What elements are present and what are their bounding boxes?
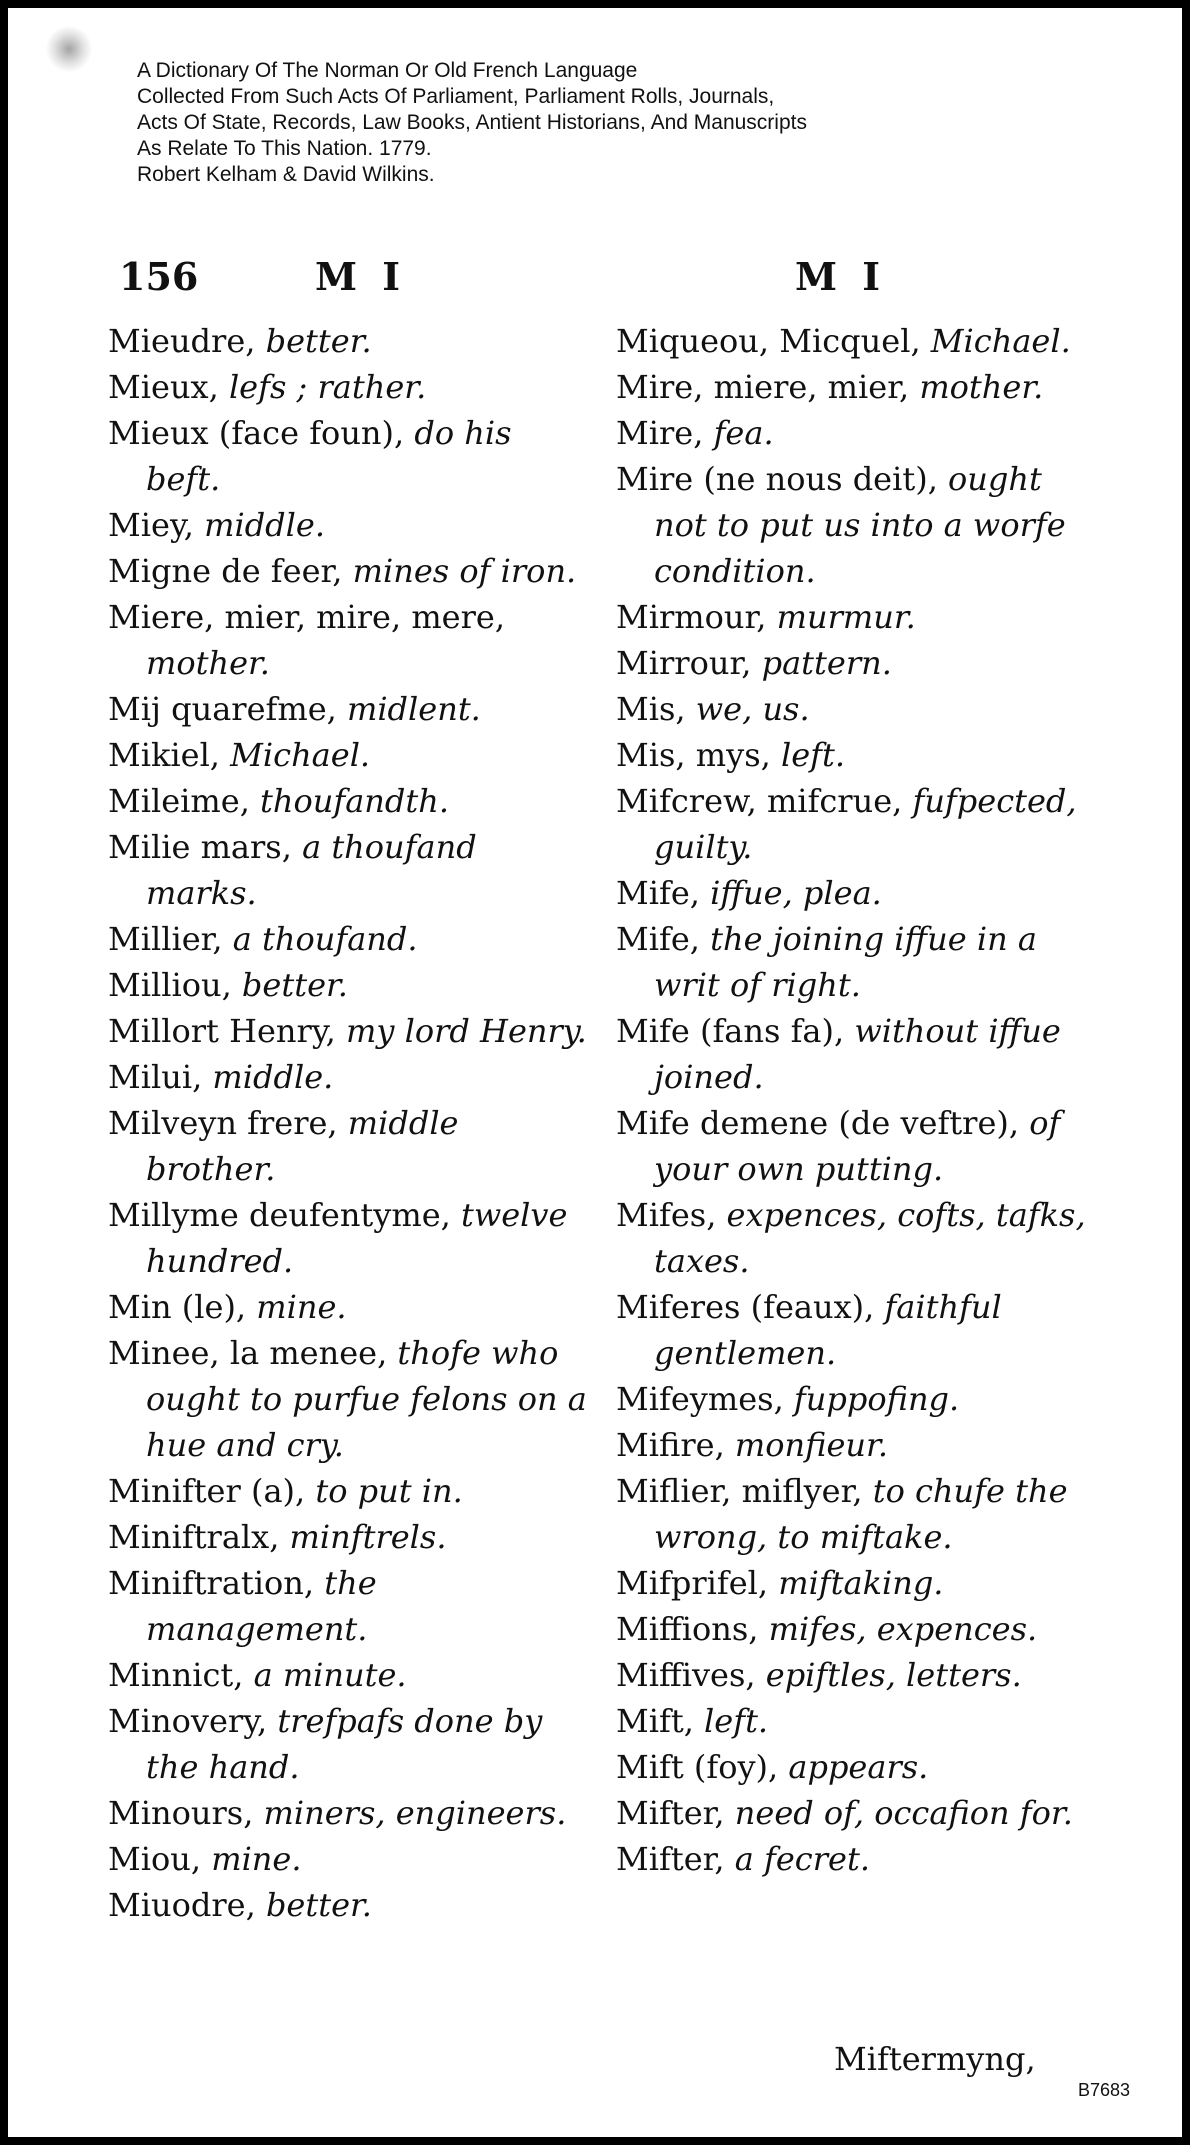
entry-headword: Minee, la menee,: [108, 1334, 388, 1372]
entry-definition: mines of iron.: [352, 552, 577, 590]
entry-headword: Mis,: [616, 690, 686, 728]
dictionary-entry: [108, 1882, 588, 1928]
entry-definition: left.: [780, 736, 845, 774]
dictionary-entry: [108, 1836, 588, 1882]
entry-headword: Mirmour,: [616, 598, 767, 636]
dictionary-entry: [108, 778, 588, 824]
dictionary-page: [8, 8, 1182, 2137]
dictionary-entry: [108, 364, 588, 410]
dictionary-entry: [108, 1100, 588, 1192]
entry-headword: Mift (foy),: [616, 1748, 779, 1786]
dictionary-entry: [616, 686, 1094, 732]
header-title-line: As Relate To This Nation. 1779.: [137, 137, 432, 160]
dictionary-entry: [616, 640, 1094, 686]
entry-definition: mother.: [919, 368, 1044, 406]
dictionary-entry: [108, 548, 588, 594]
dictionary-entry: [108, 502, 588, 548]
entry-definition: trefpafs done by the hand.: [146, 1702, 543, 1786]
entry-headword: Millyme deufentyme,: [108, 1196, 451, 1234]
entry-headword: Minnict,: [108, 1656, 244, 1694]
entry-definition: mifes, expences.: [768, 1610, 1038, 1648]
entry-headword: Mifeymes,: [616, 1380, 784, 1418]
entry-headword: Mifes,: [616, 1196, 717, 1234]
entry-headword: Mifcrew, mifcrue,: [616, 782, 903, 820]
dictionary-entry: [616, 594, 1094, 640]
entry-definition: a thoufand marks.: [146, 828, 477, 912]
entry-headword: Mifter,: [616, 1840, 725, 1878]
dictionary-entry: [616, 916, 1094, 1008]
entry-headword: Miere, mier, mire, mere,: [108, 598, 505, 636]
entry-definition: miftaking.: [778, 1564, 944, 1602]
dictionary-entry: [616, 778, 1094, 870]
entry-definition: a thoufand.: [232, 920, 418, 958]
entry-headword: Milui,: [108, 1058, 203, 1096]
dictionary-entry: [616, 410, 1094, 456]
entry-headword: Mire, miere, mier,: [616, 368, 910, 406]
entry-definition: middle.: [204, 506, 325, 544]
right-column: [616, 318, 1094, 1882]
dictionary-entry: [108, 1698, 588, 1790]
dictionary-entry: [108, 686, 588, 732]
entry-definition: thoufandth.: [260, 782, 450, 820]
entry-headword: Mieudre,: [108, 322, 256, 360]
entry-definition: the management.: [146, 1564, 377, 1648]
dictionary-entry: [616, 1836, 1094, 1882]
entry-headword: Mieux (face foun),: [108, 414, 405, 452]
dictionary-entry: [616, 1744, 1094, 1790]
entry-definition: fuppofing.: [793, 1380, 960, 1418]
dictionary-entry: [108, 318, 588, 364]
catalog-header: [137, 58, 1017, 188]
entry-headword: Mire (ne nous deit),: [616, 460, 938, 498]
entry-headword: Mij quarefme,: [108, 690, 337, 728]
entry-headword: Milveyn frere,: [108, 1104, 338, 1142]
entry-definition: need of, occafion for.: [734, 1794, 1073, 1832]
entry-definition: midlent.: [346, 690, 481, 728]
entry-headword: Miey,: [108, 506, 194, 544]
entry-headword: Mife (fans fa),: [616, 1012, 845, 1050]
entry-definition: the joining iffue in a writ of right.: [654, 920, 1037, 1004]
entry-headword: Minifter (a),: [108, 1472, 306, 1510]
dictionary-entry: [108, 1330, 588, 1468]
dictionary-entry: [108, 594, 588, 686]
entry-definition: lefs ; rather.: [228, 368, 427, 406]
entry-definition: fea.: [713, 414, 774, 452]
entry-headword: Milliou,: [108, 966, 232, 1004]
entry-headword: Mieux,: [108, 368, 219, 406]
dictionary-entry: [616, 732, 1094, 778]
entry-headword: Mire,: [616, 414, 704, 452]
entry-headword: Mileime,: [108, 782, 250, 820]
entry-headword: Miflier, miflyer,: [616, 1472, 863, 1510]
entry-definition: fufpected, guilty.: [654, 782, 1077, 866]
dictionary-entry: [108, 1192, 588, 1284]
entry-definition: better.: [265, 1886, 372, 1924]
dictionary-entry: [108, 1560, 588, 1652]
dictionary-entry: [108, 1054, 588, 1100]
dictionary-entry: [108, 962, 588, 1008]
entry-definition: better.: [241, 966, 348, 1004]
entry-headword: Migne de feer,: [108, 552, 343, 590]
entry-headword: Minours,: [108, 1794, 254, 1832]
entry-definition: to put in.: [315, 1472, 463, 1510]
dictionary-entry: [616, 1284, 1094, 1376]
entry-headword: Millort Henry,: [108, 1012, 336, 1050]
page-number: 156: [119, 254, 199, 299]
entry-definition: my lord Henry.: [345, 1012, 587, 1050]
entry-definition: murmur.: [776, 598, 916, 636]
entry-definition: ought not to put us into a worfe condition.: [654, 460, 1066, 590]
dictionary-entry: [108, 1284, 588, 1330]
entry-headword: Miqueou, Micquel,: [616, 322, 921, 360]
entry-definition: iffue, plea.: [710, 874, 882, 912]
dictionary-entry: [616, 1422, 1094, 1468]
catalog-code: B7683: [1078, 2080, 1131, 2100]
entry-headword: Miferes (feaux),: [616, 1288, 875, 1326]
dictionary-entry: [108, 1790, 588, 1836]
entry-definition: without iffue joined.: [654, 1012, 1061, 1096]
dictionary-entry: [616, 1192, 1094, 1284]
running-head-right: M I: [795, 254, 887, 299]
dictionary-entry: [616, 1606, 1094, 1652]
entry-definition: Michael.: [930, 322, 1071, 360]
entry-definition: we, us.: [695, 690, 810, 728]
dictionary-entry: [108, 1514, 588, 1560]
dictionary-entry: [616, 364, 1094, 410]
running-head-left: M I: [315, 254, 407, 299]
dictionary-entry: [616, 870, 1094, 916]
entry-definition: Michael.: [230, 736, 371, 774]
dictionary-entry: [616, 318, 1094, 364]
entry-headword: Min (le),: [108, 1288, 247, 1326]
entry-definition: twelve hundred.: [146, 1196, 568, 1280]
entry-headword: Miniftralx,: [108, 1518, 280, 1556]
entry-definition: thofe who ought to purfue felons on a hue and cry.: [146, 1334, 587, 1464]
left-column: [108, 318, 588, 1928]
dictionary-entry: [616, 1560, 1094, 1606]
header-title-line: Collected From Such Acts Of Parliament, Parliament Rolls, Journals,: [137, 85, 775, 108]
entry-headword: Mifprifel,: [616, 1564, 769, 1602]
header-title-line: Acts Of State, Records, Law Books, Antient Historians, And Manuscripts: [137, 111, 807, 134]
entry-headword: Mifter,: [616, 1794, 725, 1832]
entry-definition: pattern.: [761, 644, 892, 682]
dictionary-entry: [108, 1652, 588, 1698]
entry-headword: Miffions,: [616, 1610, 759, 1648]
dictionary-entry: [616, 1468, 1094, 1560]
entry-definition: left.: [704, 1702, 769, 1740]
entry-headword: Mife,: [616, 874, 700, 912]
dictionary-entry: [616, 1698, 1094, 1744]
entry-headword: Mife,: [616, 920, 700, 958]
dictionary-entry: [616, 456, 1094, 594]
dictionary-entry: [108, 732, 588, 778]
dictionary-entry: [108, 824, 588, 916]
dictionary-entry: [616, 1652, 1094, 1698]
dictionary-entry: [108, 1008, 588, 1054]
dictionary-entry: [108, 410, 588, 502]
dictionary-entry: [616, 1008, 1094, 1100]
entry-definition: better.: [265, 322, 372, 360]
entry-definition: miners, engineers.: [263, 1794, 567, 1832]
entry-headword: Mirrour,: [616, 644, 752, 682]
entry-definition: to chufe the wrong, to miftake.: [654, 1472, 1068, 1556]
entry-definition: mine.: [256, 1288, 347, 1326]
entry-definition: middle.: [212, 1058, 334, 1096]
entry-definition: epiftles, letters.: [765, 1656, 1022, 1694]
dictionary-entry: [108, 1468, 588, 1514]
dictionary-entry: [616, 1790, 1094, 1836]
entry-headword: Miffives,: [616, 1656, 756, 1694]
entry-headword: Miou,: [108, 1840, 202, 1878]
entry-definition: mother.: [146, 644, 270, 682]
entry-definition: of your own putting.: [654, 1104, 1061, 1188]
dictionary-entry: [108, 916, 588, 962]
entry-definition: monfieur.: [734, 1426, 888, 1464]
entry-definition: appears.: [788, 1748, 929, 1786]
entry-headword: Millier,: [108, 920, 223, 958]
entry-definition: expences, cofts, tafks, taxes.: [654, 1196, 1086, 1280]
entry-headword: Miniftration,: [108, 1564, 315, 1602]
dictionary-entry: [616, 1376, 1094, 1422]
entry-headword: Minovery,: [108, 1702, 268, 1740]
entry-headword: Miuodre,: [108, 1886, 256, 1924]
entry-headword: Mikiel,: [108, 736, 220, 774]
entry-headword: Mift,: [616, 1702, 694, 1740]
entry-headword: Mife demene (de veftre),: [616, 1104, 1020, 1142]
catchword: Miftermyng,: [834, 2040, 1036, 2078]
entry-definition: do his beft.: [146, 414, 512, 498]
ink-smudge: [46, 26, 92, 72]
entry-definition: minftrels.: [289, 1518, 447, 1556]
entry-headword: Mis, mys,: [616, 736, 771, 774]
entry-definition: a minute.: [253, 1656, 407, 1694]
entry-definition: mine.: [211, 1840, 302, 1878]
entry-headword: Mifire,: [616, 1426, 725, 1464]
entry-definition: a fecret.: [734, 1840, 870, 1878]
header-title-line: A Dictionary Of The Norman Or Old French Language: [137, 59, 638, 82]
header-authors-line: Robert Kelham & David Wilkins.: [137, 163, 435, 186]
entry-definition: middle brother.: [146, 1104, 459, 1188]
entry-headword: Milie mars,: [108, 828, 292, 866]
dictionary-entry: [616, 1100, 1094, 1192]
entry-definition: faithful gentlemen.: [654, 1288, 1002, 1372]
